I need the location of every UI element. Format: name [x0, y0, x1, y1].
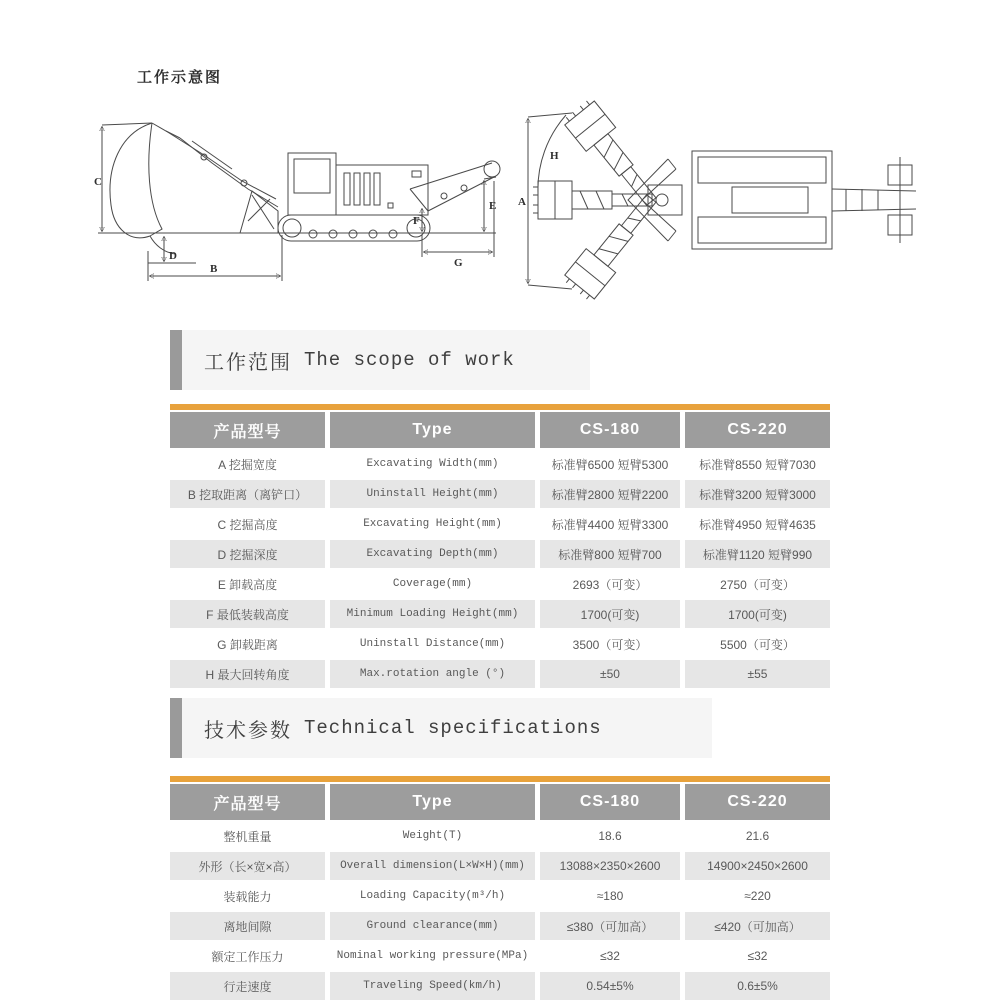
cs220-value: ±55: [685, 660, 830, 688]
section-title-zh: 技术参数: [204, 719, 292, 742]
dim-label-f: F: [413, 215, 420, 227]
cs180-value: ≈180: [540, 882, 680, 910]
section-accent-bar: [170, 330, 182, 390]
cs220-value: 21.6: [685, 822, 830, 850]
cs180-value: 标准臂800 短臂700: [540, 540, 680, 568]
col-header-type: Type: [330, 784, 535, 820]
cs220-value: 标准臂3200 短臂3000: [685, 480, 830, 508]
row-label: 离地间隙: [170, 912, 325, 940]
cs220-value: 0.6±5%: [685, 972, 830, 1000]
cs220-value: 标准臂4950 短臂4635: [685, 510, 830, 538]
cs180-value: ±50: [540, 660, 680, 688]
type-cell: Minimum Loading Height(mm): [330, 600, 535, 628]
cs180-value: 标准臂2800 短臂2200: [540, 480, 680, 508]
cs220-value: 标准臂1120 短臂990: [685, 540, 830, 568]
col-header-cs220: CS-220: [685, 412, 830, 448]
dim-label-c: C: [94, 176, 102, 188]
dim-label-e: E: [489, 200, 497, 212]
col-header-cs180: CS-180: [540, 412, 680, 448]
cs220-value: ≤32: [685, 942, 830, 970]
row-label: F 最低装载高度: [170, 600, 325, 628]
type-cell: Max.rotation angle (°): [330, 660, 535, 688]
dim-label-b: B: [210, 263, 218, 275]
cs220-value: 2750（可变）: [685, 570, 830, 598]
row-label: H 最大回转角度: [170, 660, 325, 688]
conveyor: [410, 163, 492, 189]
col-header-model: 产品型号: [170, 412, 325, 448]
row-label: 装载能力: [170, 882, 325, 910]
table-accent-bar: [170, 404, 830, 410]
section-heading-tech: [170, 698, 712, 758]
top-view-svg: [500, 95, 922, 307]
conveyor-top-view: [832, 189, 916, 191]
section-title-en: Technical specifications: [304, 717, 602, 739]
arm-lowered: [562, 97, 666, 213]
dim-label-a: A: [518, 196, 526, 208]
row-label: G 卸载距离: [170, 630, 325, 658]
type-cell: Traveling Speed(km/h): [330, 972, 535, 1000]
cs220-value: 14900×2450×2600: [685, 852, 830, 880]
row-label: 外形（长×宽×高）: [170, 852, 325, 880]
section-title-en: The scope of work: [304, 349, 515, 371]
section-accent-bar: [170, 698, 182, 758]
technical-specs-table: [170, 776, 830, 1000]
row-label: B 挖取距离（离铲口）: [170, 480, 325, 508]
cs180-value: ≤380（可加高）: [540, 912, 680, 940]
type-cell: Loading Capacity(m³/h): [330, 882, 535, 910]
row-label: A 挖掘宽度: [170, 450, 325, 478]
cs220-value: ≈220: [685, 882, 830, 910]
row-label: 行走速度: [170, 972, 325, 1000]
scope-of-work-table: [170, 404, 830, 688]
cs180-value: 0.54±5%: [540, 972, 680, 1000]
cs180-value: ≤32: [540, 942, 680, 970]
cs180-value: 13088×2350×2600: [540, 852, 680, 880]
row-label: E 卸载高度: [170, 570, 325, 598]
boom-arm: [166, 131, 276, 199]
side-view-diagram: [92, 103, 504, 296]
type-cell: Nominal working pressure(MPa): [330, 942, 535, 970]
table-accent-bar: [170, 776, 830, 782]
dim-label-h: H: [550, 150, 559, 162]
cs180-value: 2693（可变）: [540, 570, 680, 598]
type-cell: Uninstall Distance(mm): [330, 630, 535, 658]
row-label: 额定工作压力: [170, 942, 325, 970]
cs180-value: 标准臂6500 短臂5300: [540, 450, 680, 478]
side-view-svg: [92, 103, 504, 291]
cs180-value: 1700(可变): [540, 600, 680, 628]
row-label: D 挖掘深度: [170, 540, 325, 568]
top-view-diagram: [500, 95, 922, 312]
dim-label-d: D: [169, 250, 177, 262]
type-cell: Excavating Depth(mm): [330, 540, 535, 568]
cs180-value: 18.6: [540, 822, 680, 850]
row-label: 整机重量: [170, 822, 325, 850]
type-cell: Overall dimension(L×W×H)(mm): [330, 852, 535, 880]
type-cell: Uninstall Height(mm): [330, 480, 535, 508]
page-title: 工作示意图: [137, 69, 223, 86]
type-cell: Coverage(mm): [330, 570, 535, 598]
col-header-type: Type: [330, 412, 535, 448]
cs220-value: 5500（可变）: [685, 630, 830, 658]
col-header-model: 产品型号: [170, 784, 325, 820]
section-heading-scope: [170, 330, 590, 390]
dim-label-g: G: [454, 257, 463, 269]
type-cell: Excavating Height(mm): [330, 510, 535, 538]
arm-center: [533, 181, 652, 219]
type-cell: Excavating Width(mm): [330, 450, 535, 478]
cs220-value: ≤420（可加高）: [685, 912, 830, 940]
row-label: C 挖掘高度: [170, 510, 325, 538]
col-header-cs180: CS-180: [540, 784, 680, 820]
cs180-value: 标准臂4400 短臂3300: [540, 510, 680, 538]
section-title-zh: 工作范围: [204, 351, 292, 374]
arm-raised: [562, 186, 666, 302]
col-header-cs220: CS-220: [685, 784, 830, 820]
bucket-outline: [110, 123, 152, 238]
type-cell: Ground clearance(mm): [330, 912, 535, 940]
type-cell: Weight(T): [330, 822, 535, 850]
cs180-value: 3500（可变）: [540, 630, 680, 658]
cs220-value: 1700(可变): [685, 600, 830, 628]
body-top-view: [692, 151, 832, 249]
cs220-value: 标准臂8550 短臂7030: [685, 450, 830, 478]
cab: [288, 153, 336, 215]
